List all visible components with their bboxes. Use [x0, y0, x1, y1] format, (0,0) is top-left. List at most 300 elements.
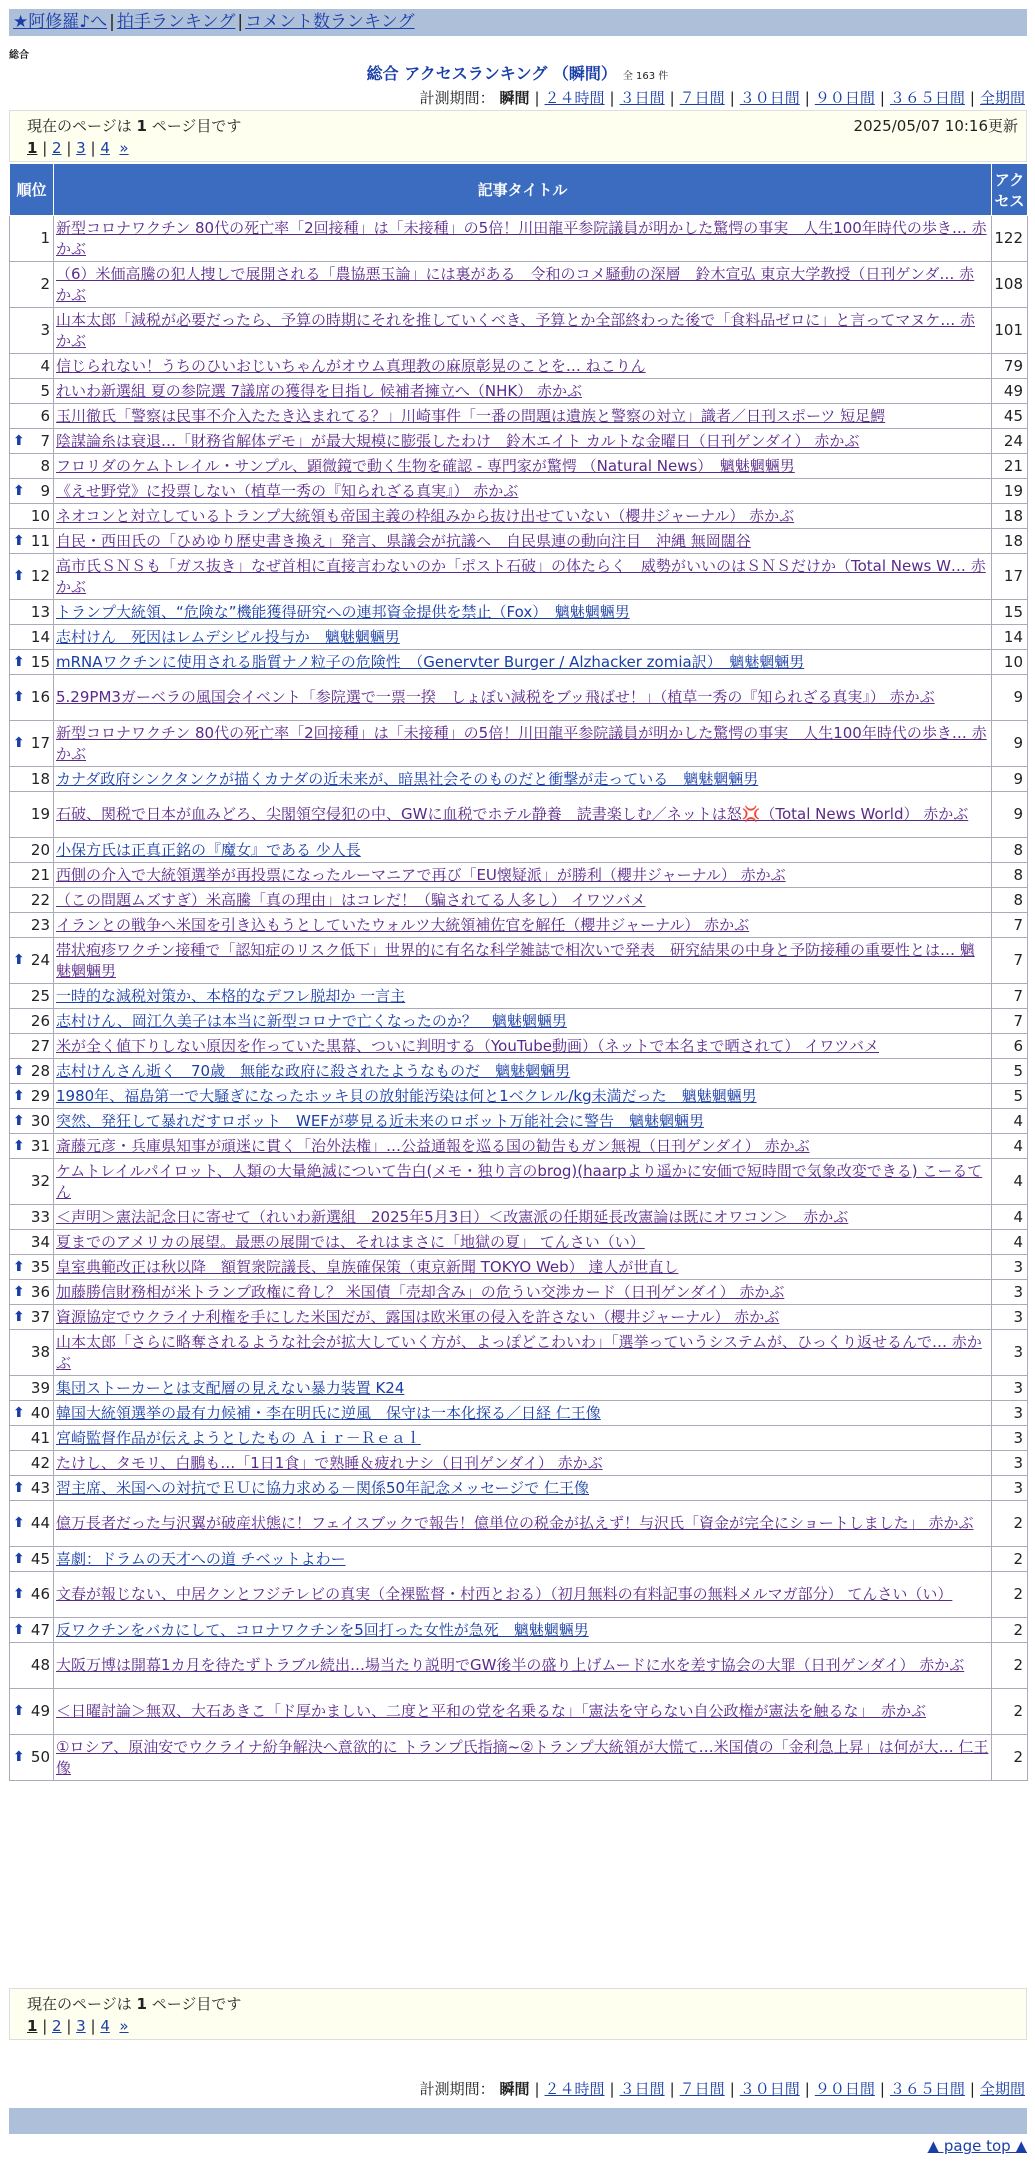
period-24h[interactable]: ２４時間	[544, 89, 605, 107]
article-link[interactable]: 億万長者だった与沢翼が破産状態に！フェイスブックで報告！億単位の税金が払えず！与沢氏「資金が完全にショートしました」 赤かぶ	[56, 1514, 974, 1532]
rank-number: 22	[30, 890, 50, 909]
article-link[interactable]: 反ワクチンをバカにして、コロナワクチンを5回打った女性が急死 魑魅魍魎男	[56, 1620, 589, 1639]
access-count: 3	[992, 1305, 1028, 1330]
access-count: 24	[992, 429, 1028, 454]
access-count: 9	[992, 675, 1028, 721]
page-3-bottom[interactable]: 3	[76, 2017, 86, 2035]
table-row	[10, 262, 1028, 308]
table-row	[10, 1255, 1028, 1280]
article-link[interactable]: 山本太郎「さらに略奪されるような社会が拡大していく方が、よっぽどこわいわ」「選挙っていうシステムが、ひっくり返せるんで… 赤かぶ	[56, 1332, 982, 1372]
title-cell	[54, 838, 992, 863]
access-count: 45	[992, 404, 1028, 429]
article-link[interactable]: 一時的な減税対策か、本格的なデフレ脱却か 一言主	[56, 986, 406, 1005]
rank-up-arrow-icon: ⬆	[13, 1550, 25, 1567]
current-page-text-bottom: 現在のページは 1 ページ目です	[27, 1995, 242, 2013]
rank-number: 47	[30, 1620, 50, 1639]
rank-cell	[10, 625, 54, 650]
article-link[interactable]: 志村けんさん逝く 70歳 無能な政府に殺されたようなものだ 魑魅魍魎男	[56, 1061, 571, 1080]
access-count: 3	[992, 1426, 1028, 1451]
rank-cell	[10, 1109, 54, 1134]
access-count: 9	[992, 767, 1028, 792]
rank-number: 40	[30, 1403, 50, 1422]
rank-number: 37	[30, 1307, 50, 1326]
table-row	[10, 354, 1028, 379]
title-cell	[54, 479, 992, 504]
table-row	[10, 529, 1028, 554]
article-link[interactable]: 文春が報じない、中居クンとフジテレビの真実（全裸監督・村西とおる）（初月無料の有料記事の無料メルマガ部分） てんさい（い）	[56, 1585, 953, 1603]
table-row	[10, 625, 1028, 650]
title-cell	[54, 529, 992, 554]
table-row	[10, 1059, 1028, 1084]
rank-cell	[10, 1476, 54, 1501]
rank-number: 4	[40, 356, 50, 375]
rank-cell	[10, 1134, 54, 1159]
table-row	[10, 454, 1028, 479]
access-count: 4	[992, 1230, 1028, 1255]
rank-number: 2	[40, 275, 50, 293]
rank-cell	[10, 767, 54, 792]
rank-up-arrow-icon: ⬆	[13, 1703, 25, 1719]
article-link[interactable]: 小保方氏は正真正銘の『魔女』である 少人長	[56, 840, 361, 859]
access-count: 7	[992, 984, 1028, 1009]
rank-number: 27	[30, 1036, 50, 1055]
rank-cell	[10, 1618, 54, 1643]
page-top-link[interactable]: ▲ page top ▲	[927, 2137, 1027, 2155]
title-cell	[54, 913, 992, 938]
page-next-bottom[interactable]: »	[119, 2017, 129, 2035]
table-row	[10, 913, 1028, 938]
table-row	[10, 650, 1028, 675]
period-365d[interactable]: ３６５日間	[889, 89, 965, 107]
access-count: 3	[992, 1280, 1028, 1305]
column-header-rank: 順位	[10, 164, 54, 216]
rank-cell	[10, 1059, 54, 1084]
nav-link-home[interactable]: ★阿修羅♪へ	[13, 12, 108, 32]
article-link[interactable]: 集団ストーカーとは支配層の見えない暴力装置 K24	[56, 1378, 405, 1397]
article-link[interactable]: 1980年、福島第一で大騒ぎになったホッキ貝の放射能汚染は何と1ベクレル/kg未満だった 魑魅魍魎男	[56, 1086, 757, 1105]
rank-cell	[10, 938, 54, 984]
rank-up-arrow-icon: ⬆	[13, 1479, 25, 1496]
title-cell	[54, 675, 992, 721]
article-link[interactable]: 斎藤元彦・兵庫県知事が頑迷に貫く「治外法権」…公益通報を巡る国の勧告もガン無視（日刊ゲンダイ） 赤かぶ	[56, 1136, 810, 1155]
article-link[interactable]: 資源協定でウクライナ利権を手にした米国だが、露国は欧米軍の侵入を許さない（櫻井ジャーナル） 赤かぶ	[56, 1307, 780, 1326]
article-link[interactable]: 突然、発狂して暴れだすロボット WEFが夢見る近未来のロボット万能社会に警告 魑魅魍魎男	[56, 1111, 704, 1130]
bottom-bar	[9, 2108, 1027, 2134]
article-link[interactable]: 《えせ野党》に投票しない（植草一秀の『知られざる真実』） 赤かぶ	[56, 481, 519, 500]
period-selector-top: 計測期間： 瞬間 | ２４時間 | ３日間 | ７日間 | ３０日間 | ９０日間 | ３６５日間 | 全期間	[419, 89, 1025, 107]
rank-up-arrow-icon: ⬆	[13, 1621, 25, 1638]
title-cell	[54, 454, 992, 479]
access-count: 8	[992, 863, 1028, 888]
table-row	[10, 1305, 1028, 1330]
page-3[interactable]: 3	[76, 139, 86, 157]
title-cell	[54, 1476, 992, 1501]
title-cell	[54, 1009, 992, 1034]
access-count: 3	[992, 1451, 1028, 1476]
title-cell	[54, 1134, 992, 1159]
period-7d[interactable]: ７日間	[679, 89, 725, 107]
article-link[interactable]: 5.29PM3ガーベラの風国会イベント「参院選で一票一揆 しょぼい減税をブッ飛ばせ！」（植草一秀の『知られざる真実』） 赤かぶ	[56, 688, 935, 706]
table-row	[10, 1572, 1028, 1618]
rank-number: 3	[40, 321, 50, 339]
period-90d[interactable]: ９０日間	[814, 89, 875, 107]
article-link[interactable]: 大阪万博は開幕1カ月を待たずトラブル続出…場当たり説明でGW後半の盛り上げムードに水を差す協会の大罪（日刊ゲンダイ） 赤かぶ	[56, 1656, 965, 1674]
article-link[interactable]: 高市氏ＳＮＳも「ガス抜き」なぜ首相に直接言わないのか「ポスト石破」の体たらく 威勢がいいのはＳＮＳだけか（Total News W… 赤かぶ	[56, 556, 986, 596]
title-cell	[54, 1084, 992, 1109]
rank-number: 32	[30, 1172, 50, 1190]
access-count: 4	[992, 1134, 1028, 1159]
article-link[interactable]: 皇室典範改正は秋以降 額賀衆院議長、皇族確保策（東京新聞 TOKYO Web） 達人が世直し	[56, 1257, 679, 1276]
rank-cell	[10, 554, 54, 600]
access-count: 2	[992, 1501, 1028, 1547]
article-link[interactable]: （6）米価高騰の犯人捜しで展開される「農協悪玉論」には裏がある 令和のコメ騒動の深層 鈴木宣弘 東京大学教授（日刊ゲンダ… 赤かぶ	[56, 264, 975, 304]
rank-cell	[10, 504, 54, 529]
title-cell	[54, 504, 992, 529]
table-row	[10, 554, 1028, 600]
access-count: 9	[992, 721, 1028, 767]
rank-cell	[10, 429, 54, 454]
access-count: 3	[992, 1476, 1028, 1501]
page-2-bottom[interactable]: 2	[52, 2017, 62, 2035]
period-90d-bottom[interactable]: ９０日間	[814, 2080, 875, 2098]
access-count: 122	[992, 216, 1028, 262]
access-count: 108	[992, 262, 1028, 308]
rank-cell	[10, 1009, 54, 1034]
rank-number: 16	[30, 688, 50, 706]
rank-number: 28	[30, 1061, 50, 1080]
period-7d-bottom[interactable]: ７日間	[679, 2080, 725, 2098]
article-link[interactable]: れいわ新選組 夏の参院選 7議席の獲得を目指し 候補者擁立へ（NHK） 赤かぶ	[56, 381, 582, 400]
access-count: 19	[992, 479, 1028, 504]
rank-number: 30	[30, 1111, 50, 1130]
article-link[interactable]: 新型コロナワクチン 80代の死亡率「2回接種」は「未接種」の5倍！川田龍平参院議員が明かした驚愕の事実 人生100年時代の歩き… 赤かぶ	[56, 723, 987, 763]
title-cell	[54, 379, 992, 404]
access-count: 15	[992, 600, 1028, 625]
rank-number: 19	[30, 805, 50, 823]
rank-cell	[10, 913, 54, 938]
title-cell	[54, 650, 992, 675]
period-3d-bottom[interactable]: ３日間	[619, 2080, 665, 2098]
page-4[interactable]: 4	[100, 139, 110, 157]
rank-up-arrow-icon: ⬆	[13, 1308, 25, 1325]
rank-cell	[10, 1572, 54, 1618]
access-count: 2	[992, 1643, 1028, 1689]
rank-cell	[10, 454, 54, 479]
rank-number: 48	[30, 1656, 50, 1674]
access-count: 10	[992, 650, 1028, 675]
title-cell	[54, 1034, 992, 1059]
rank-number: 41	[30, 1428, 50, 1447]
rank-cell	[10, 650, 54, 675]
article-link[interactable]: フロリダのケムトレイル・サンプル、顕微鏡で動く生物を確認 - 専門家が驚愕 （Natural News） 魑魅魍魎男	[56, 456, 795, 475]
article-link[interactable]: 西側の介入で大統領選挙が再投票になったルーマニアで再び「EU懐疑派」が勝利（櫻井ジャーナル） 赤かぶ	[56, 865, 786, 884]
rank-cell	[10, 1501, 54, 1547]
period-current-bottom: 瞬間	[499, 2080, 530, 2098]
table-row	[10, 863, 1028, 888]
page-title: 総合 アクセスランキング （瞬間）	[366, 64, 617, 83]
rank-cell	[10, 529, 54, 554]
page-next[interactable]: »	[119, 139, 129, 157]
article-link[interactable]: 夏までのアメリカの展望。最悪の展開では、それはまさに「地獄の夏」 てんさい（い）	[56, 1232, 645, 1251]
access-count: 8	[992, 888, 1028, 913]
rank-number: 31	[30, 1136, 50, 1155]
rank-number: 49	[30, 1702, 50, 1720]
nav-link-applause-ranking[interactable]: 拍手ランキング	[116, 12, 236, 32]
table-row	[10, 1426, 1028, 1451]
rank-number: 5	[40, 381, 50, 400]
rank-up-arrow-icon: ⬆	[13, 1749, 25, 1765]
rank-cell	[10, 308, 54, 354]
title-cell	[54, 1572, 992, 1618]
table-row	[10, 1376, 1028, 1401]
title-cell	[54, 1451, 992, 1476]
rank-up-arrow-icon: ⬆	[13, 482, 25, 499]
rank-number: 39	[30, 1378, 50, 1397]
table-row	[10, 504, 1028, 529]
access-count: 5	[992, 1084, 1028, 1109]
table-row	[10, 1330, 1028, 1376]
table-row	[10, 1451, 1028, 1476]
access-count: 2	[992, 1572, 1028, 1618]
article-link[interactable]: 自民・西田氏の「ひめゆり歴史書き換え」発言、県議会が抗議へ 自民県連の動向注目 沖縄 無岡闊谷	[56, 531, 751, 550]
table-row	[10, 1109, 1028, 1134]
table-row	[10, 404, 1028, 429]
period-30d[interactable]: ３０日間	[739, 89, 800, 107]
table-row	[10, 1084, 1028, 1109]
table-row	[10, 216, 1028, 262]
access-count: 7	[992, 938, 1028, 984]
rank-up-arrow-icon: ⬆	[13, 532, 25, 549]
rank-up-arrow-icon: ⬆	[13, 1515, 25, 1531]
rank-cell	[10, 1330, 54, 1376]
rank-number: 12	[30, 567, 50, 585]
access-count: 21	[992, 454, 1028, 479]
rank-number: 34	[30, 1232, 50, 1251]
rank-cell	[10, 1735, 54, 1781]
page-4-bottom[interactable]: 4	[100, 2017, 110, 2035]
pagination-top: 1 | 2 | 3 | 4 »	[27, 139, 129, 157]
rank-cell	[10, 216, 54, 262]
rank-number: 38	[30, 1343, 50, 1361]
rank-cell	[10, 1230, 54, 1255]
rank-number: 21	[30, 865, 50, 884]
article-link[interactable]: ケムトレイルパイロット、人類の大量絶滅について告白(メモ・独り言のbrog)(haarpより遥かに安価で短時間で気象改変できる) こーるてん	[56, 1161, 983, 1201]
article-link[interactable]: 帯状疱疹ワクチン接種で「認知症のリスク低下」世界的に有名な科学雑誌で相次いで発表 研究結果の中身と予防接種の重要性とは… 魑魅魍魎男	[56, 940, 975, 980]
page-1-bottom[interactable]: 1	[27, 2017, 38, 2035]
period-label: 計測期間：	[419, 89, 495, 107]
period-3d[interactable]: ３日間	[619, 89, 665, 107]
article-link[interactable]: カナダ政府シンクタンクが描くカナダの近未来が、暗黒社会そのものだと衝撃が走っている 魑魅魍魎男	[56, 769, 759, 788]
rank-cell	[10, 1305, 54, 1330]
updated-time: 2025/05/07 10:16更新	[853, 117, 1018, 135]
access-count: 3	[992, 1376, 1028, 1401]
access-count: 2	[992, 1547, 1028, 1572]
rank-number: 24	[30, 951, 50, 969]
rank-up-arrow-icon: ⬆	[13, 689, 25, 705]
period-365d-bottom[interactable]: ３６５日間	[889, 2080, 965, 2098]
article-link[interactable]: 宮崎監督作品が伝えようとしたもの Ａｉｒ－Ｒｅａｌ	[56, 1428, 421, 1447]
rank-number: 43	[30, 1478, 50, 1497]
rank-cell	[10, 721, 54, 767]
rank-cell	[10, 675, 54, 721]
article-link[interactable]: 新型コロナワクチン 80代の死亡率「2回接種」は「未接種」の5倍！川田龍平参院議員が明かした驚愕の事実 人生100年時代の歩き… 赤かぶ	[56, 218, 987, 258]
access-count: 3	[992, 1401, 1028, 1426]
table-row	[10, 721, 1028, 767]
title-cell	[54, 308, 992, 354]
title-cell	[54, 1401, 992, 1426]
rank-cell	[10, 1205, 54, 1230]
title-cell	[54, 888, 992, 913]
table-row	[10, 1401, 1028, 1426]
page-1[interactable]: 1	[27, 139, 38, 157]
rank-number: 33	[30, 1207, 50, 1226]
title-cell	[54, 354, 992, 379]
article-link[interactable]: 米が全く値下りしない原因を作っていた黒幕、ついに判明する（YouTube動画）（ネットで本名まで晒されて） イワツバメ	[56, 1036, 879, 1055]
article-link[interactable]: 石破、関税で日本が血みどろ、尖閣領空侵犯の中、GWに血税でホテル静養 読書楽しむ／ネットは怒💢（Total News World） 赤かぶ	[56, 805, 969, 823]
title-cell	[54, 1618, 992, 1643]
rank-up-arrow-icon: ⬆	[13, 1087, 25, 1104]
table-row	[10, 838, 1028, 863]
access-count: 6	[992, 1034, 1028, 1059]
rank-number: 35	[30, 1257, 50, 1276]
title-cell	[54, 1280, 992, 1305]
article-link[interactable]: 志村けん、岡江久美子は本当に新型コロナで亡くなったのか？ 魑魅魍魎男	[56, 1011, 567, 1030]
access-count: 7	[992, 913, 1028, 938]
period-all-bottom[interactable]: 全期間	[979, 2080, 1025, 2098]
article-link[interactable]: 山本太郎「減税が必要だったら、予算の時期にそれを推していくべき、予算とか全部終わった後で「食料品ゼロに」と言ってマヌケ… 赤かぶ	[56, 310, 976, 350]
article-link[interactable]: mRNAワクチンに使用される脂質ナノ粒子の危険性 （Genervter Burger / Alzhacker zomia訳） 魑魅魍魎男	[56, 652, 805, 671]
title-cell	[54, 1501, 992, 1547]
rank-cell	[10, 404, 54, 429]
access-count: 2	[992, 1735, 1028, 1781]
table-row	[10, 1134, 1028, 1159]
article-link[interactable]: 韓国大統領選挙の最有力候補・李在明氏に逆風 保守は一本化探る／日経 仁王像	[56, 1403, 601, 1422]
title-cell	[54, 429, 992, 454]
rank-number: 14	[30, 627, 50, 646]
article-link[interactable]: 陰謀論糸は衰退…「財務省解体デモ」が最大規模に膨張したわけ 鈴木エイト カルトな金曜日（日刊ゲンダイ） 赤かぶ	[56, 431, 860, 450]
article-link[interactable]: ＜声明＞憲法記念日に寄せて（れいわ新選組 2025年5月3日）＜改憲派の任期延長改憲論は既にオワコン＞ 赤かぶ	[56, 1207, 849, 1226]
rank-up-arrow-icon: ⬆	[13, 432, 25, 449]
table-row	[10, 1618, 1028, 1643]
article-link[interactable]: 加藤勝信財務相が米トランプ政権に脅し？ 米国債「売却含み」の危うい交渉カード（日刊ゲンダイ） 赤かぶ	[56, 1282, 785, 1301]
period-selector-bottom: 計測期間： 瞬間 | ２４時間 | ３日間 | ７日間 | ３０日間 | ９０日間 | ３６５日間 | 全期間	[419, 2080, 1025, 2098]
page-2[interactable]: 2	[52, 139, 62, 157]
page-info-top	[9, 110, 1027, 162]
rank-number: 25	[30, 986, 50, 1005]
title-cell	[54, 1059, 992, 1084]
rank-number: 18	[30, 769, 50, 788]
period-all[interactable]: 全期間	[979, 89, 1025, 107]
table-row	[10, 1547, 1028, 1572]
period-24h-bottom[interactable]: ２４時間	[544, 2080, 605, 2098]
rank-up-arrow-icon: ⬆	[13, 1062, 25, 1079]
rank-cell	[10, 379, 54, 404]
rank-number: 42	[30, 1453, 50, 1472]
nav-link-comment-ranking[interactable]: コメント数ランキング	[245, 12, 415, 32]
rank-cell	[10, 1689, 54, 1735]
title-cell	[54, 1159, 992, 1205]
title-cell	[54, 1376, 992, 1401]
article-link[interactable]: 信じられない！うちのひいおじいちゃんがオウム真理教の麻原彰晃のことを… ねこりん	[56, 356, 646, 375]
rank-cell	[10, 838, 54, 863]
rank-up-arrow-icon: ⬆	[13, 952, 25, 968]
rank-number: 45	[30, 1549, 50, 1568]
article-link[interactable]: 志村けん 死因はレムデシビル投与か 魑魅魍魎男	[56, 627, 400, 646]
title-cell	[54, 404, 992, 429]
table-row	[10, 1230, 1028, 1255]
article-link[interactable]: たけし、タモリ、白鵬も…「1日1食」で熟睡＆疲れナシ（日刊ゲンダイ） 赤かぶ	[56, 1453, 603, 1472]
table-row	[10, 675, 1028, 721]
table-row	[10, 1735, 1028, 1781]
title-cell	[54, 1689, 992, 1735]
table-row	[10, 1643, 1028, 1689]
rank-cell	[10, 1376, 54, 1401]
rank-cell	[10, 479, 54, 504]
top-nav-bar: ★阿修羅♪へ | 拍手ランキング | コメント数ランキング	[9, 9, 1027, 36]
rank-up-arrow-icon: ⬆	[13, 1586, 25, 1602]
article-link[interactable]: （この問題ムズすぎ）米高騰「真の理由」はコレだ！（騙されてる人多し） イワツバメ	[56, 890, 646, 909]
rank-up-arrow-icon: ⬆	[13, 735, 25, 751]
rank-number: 11	[30, 531, 50, 550]
title-cell	[54, 863, 992, 888]
rank-cell	[10, 1034, 54, 1059]
rank-cell	[10, 262, 54, 308]
article-link[interactable]: ①ロシア、原油安でウクライナ紛争解決へ意欲的に トランプ氏指摘~②トランプ大統領が大慌て…米国債の「金利急上昇」は何が大… 仁王像	[56, 1737, 989, 1777]
article-link[interactable]: 喜劇：ドラムの天才への道 チベットよわー	[56, 1549, 346, 1568]
table-row	[10, 479, 1028, 504]
total-count: 全 163 件	[622, 71, 669, 82]
title-cell	[54, 1330, 992, 1376]
title-cell	[54, 1230, 992, 1255]
access-count: 18	[992, 529, 1028, 554]
table-row	[10, 938, 1028, 984]
table-row	[10, 379, 1028, 404]
article-link[interactable]: ＜日曜討論＞無双、大石あきこ「ド厚かましい、二度と平和の党を名乗るな」「憲法を守らない自公政権が憲法を触るな」 赤かぶ	[56, 1702, 927, 1720]
page-info-bottom	[9, 1988, 1027, 2040]
table-row	[10, 1689, 1028, 1735]
table-row	[10, 1280, 1028, 1305]
rank-number: 6	[40, 406, 50, 425]
rank-cell	[10, 1643, 54, 1689]
access-count: 4	[992, 1205, 1028, 1230]
rank-cell	[10, 354, 54, 379]
title-cell	[54, 625, 992, 650]
rank-number: 7	[40, 431, 50, 450]
article-link[interactable]: ネオコンと対立しているトランプ大統領も帝国主義の枠組みから抜け出せていない（櫻井ジャーナル） 赤かぶ	[56, 506, 795, 525]
title-cell	[54, 792, 992, 838]
article-link[interactable]: 玉川徹氏「警察は民事不介入たたき込まれてる？」川崎事件「一番の問題は遺族と警察の対立」識者／日刊スポーツ 短足鰐	[56, 406, 886, 425]
rank-cell	[10, 1280, 54, 1305]
title-cell	[54, 938, 992, 984]
title-cell	[54, 1643, 992, 1689]
article-link[interactable]: イランとの戦争へ米国を引き込もうとしていたウォルツ大統領補佐官を解任（櫻井ジャーナル） 赤かぶ	[56, 915, 750, 934]
access-count: 79	[992, 354, 1028, 379]
article-link[interactable]: 習主席、米国への対抗でＥＵに協力求める－関係50年記念メッセージで 仁王像	[56, 1478, 589, 1497]
table-row	[10, 429, 1028, 454]
period-30d-bottom[interactable]: ３０日間	[739, 2080, 800, 2098]
access-count: 7	[992, 1009, 1028, 1034]
article-link[interactable]: トランプ大統領、“危険な”機能獲得研究への連邦資金提供を禁止（Fox） 魑魅魍魎男	[56, 602, 630, 621]
title-cell	[54, 554, 992, 600]
table-row	[10, 1476, 1028, 1501]
rank-number: 36	[30, 1282, 50, 1301]
rank-number: 20	[30, 840, 50, 859]
rank-up-arrow-icon: ⬆	[13, 1137, 25, 1154]
access-count: 49	[992, 379, 1028, 404]
rank-number: 50	[30, 1748, 50, 1766]
table-row	[10, 600, 1028, 625]
rank-number: 46	[30, 1585, 50, 1603]
